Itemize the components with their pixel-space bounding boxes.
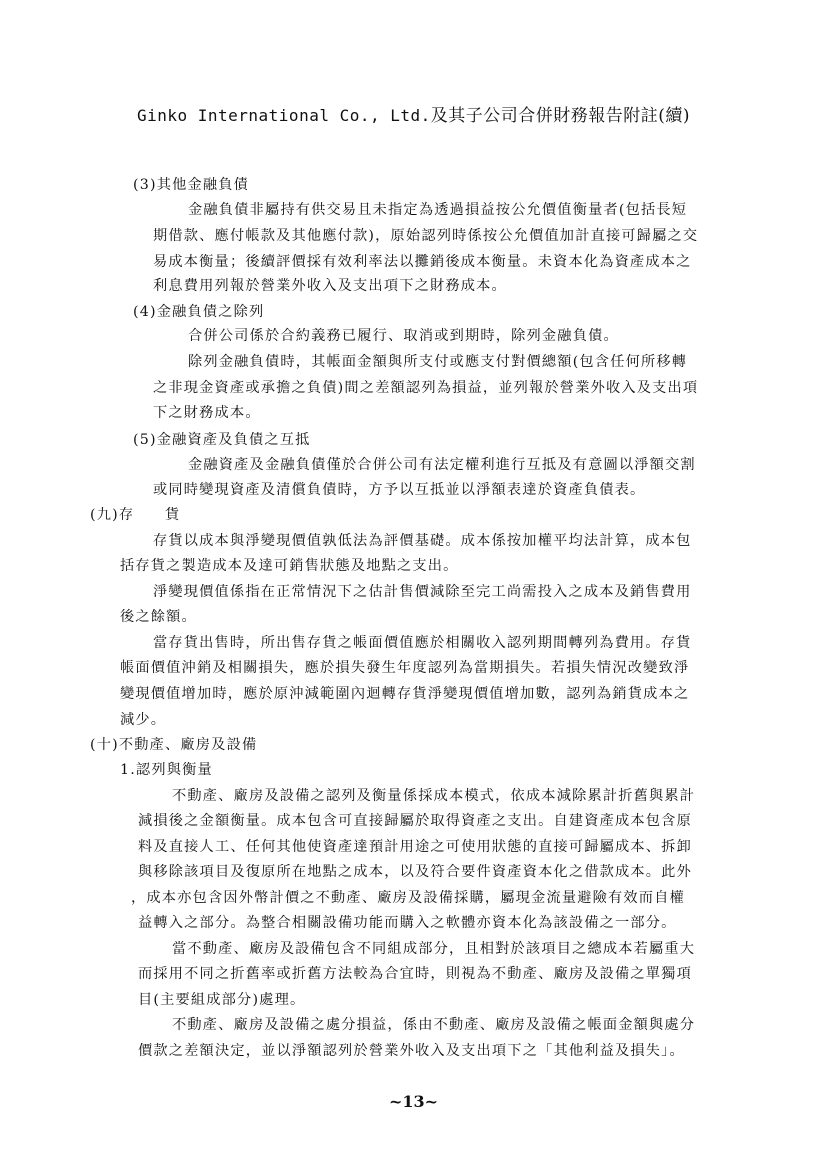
paragraph-line: 不動產、廠房及設備之處分損益，係由不動產、廠房及設備之帳面金額與處分 — [172, 1017, 696, 1033]
company-name-en: Ginko International Co., Ltd. — [136, 106, 431, 125]
report-title: 及其子公司合併財務報告附註(續) — [430, 106, 691, 126]
paragraph-line: 合併公司係於合約義務已履行、取消或到期時，除列金融負債。 — [188, 328, 619, 344]
paragraph-line: 括存貨之製造成本及達可銷售狀態及地點之支出。 — [120, 558, 459, 574]
paragraph-line: 後之餘額。 — [120, 609, 197, 625]
paragraph-line: 價款之差額決定，並以淨額認列於營業外收入及支出項下之「其他利益及損失」。 — [138, 1043, 685, 1059]
paragraph-line: 存貨以成本與淨變現價值孰低法為評價基礎。成本係按加權平均法計算，成本包 — [153, 533, 692, 549]
paragraph-line: 或同時變現資產及清償負債時，方予以互抵並以淨額表達於資產負債表。 — [153, 482, 646, 498]
paragraph-line: 淨變現價值係指在正常情況下之估計售價減除至完工尚需投入之成本及銷售費用 — [153, 584, 692, 600]
paragraph-line: 除列金融負債時，其帳面金額與所支付或應支付對價總額(包含任何所移轉 — [188, 354, 688, 370]
paragraph-line: 期借款、應付帳款及其他應付款)，原始認列時係按公允價值加計直接可歸屬之交 — [153, 228, 699, 244]
page-header — [0, 101, 827, 126]
paragraph-line: 減損後之金額衡量。成本包含可直接歸屬於取得資產之支出。自建資產成本包含原 — [138, 813, 692, 829]
paragraph-line: 減少。 — [120, 712, 167, 728]
paragraph-line: 益轉入之部分。為整合相關設備功能而購入之軟體亦資本化為該設備之一部分。 — [138, 915, 677, 931]
paragraph-line: 變現價值增加時，應於原沖減範圍內迴轉存貨淨變現價值增加數，認列為銷貨成本之 — [120, 686, 690, 702]
paragraph-line: 目(主要組成部分)處理。 — [138, 992, 306, 1008]
paragraph-line: 下之財務成本。 — [153, 405, 261, 421]
subsection-heading: (3)其他金融負債 — [133, 177, 250, 193]
paragraph-line: 當存貨出售時，所出售存貨之帳面價值應於相關收入認列期間轉列為費用。存貨 — [153, 635, 692, 651]
subsection-heading: (4)金融負債之除列 — [133, 304, 265, 320]
paragraph-line: 不動產、廠房及設備之認列及衡量係採成本模式，依成本減除累計折舊與累計 — [172, 788, 696, 804]
paragraph-line: 帳面價值沖銷及相關損失，應於損失發生年度認列為當期損失。若損失情況改變致淨 — [120, 660, 690, 676]
paragraph-line: 易成本衡量；後續評價採有效利率法以攤銷後成本衡量。未資本化為資產成本之 — [153, 254, 692, 270]
paragraph-line: 與移除該項目及復原所在地點之成本，以及符合要件資產資本化之借款成本。此外 — [138, 864, 692, 880]
paragraph-line: 利息費用列報於營業外收入及支出項下之財務成本。 — [153, 278, 507, 294]
paragraph-line: ，成本亦包含因外幣計價之不動產、廠房及設備採購，屬現金流量避險有效而自權 — [131, 890, 685, 906]
paragraph-line: 當不動產、廠房及設備包含不同組成部分，且相對於該項目之總成本若屬重大 — [172, 941, 696, 957]
paragraph-line: 之非現金資產或承擔之負債)間之差額認列為損益，並列報於營業外收入及支出項 — [153, 380, 699, 396]
paragraph-line: 金融負債非屬持有供交易且未指定為透過損益按公允價值衡量者(包括長短 — [188, 202, 688, 218]
section-heading: (九)存 貨 — [90, 507, 181, 523]
paragraph-line: 金融資產及金融負債僅於合併公司有法定權利進行互抵及有意圖以淨額交割 — [188, 457, 696, 473]
page-number: ~13~ — [388, 1092, 439, 1111]
section-heading: (十)不動產、廠房及設備 — [90, 737, 258, 753]
subsection-heading: 1.認列與衡量 — [120, 762, 213, 778]
subsection-heading: (5)金融資產及負債之互抵 — [133, 432, 311, 448]
paragraph-line: 而採用不同之折舊率或折舊方法較為合宜時，則視為不動產、廠房及設備之單獨項 — [138, 966, 692, 982]
paragraph-line: 料及直接人工、任何其他使資產達預計用途之可使用狀態的直接可歸屬成本、拆卸 — [138, 839, 692, 855]
